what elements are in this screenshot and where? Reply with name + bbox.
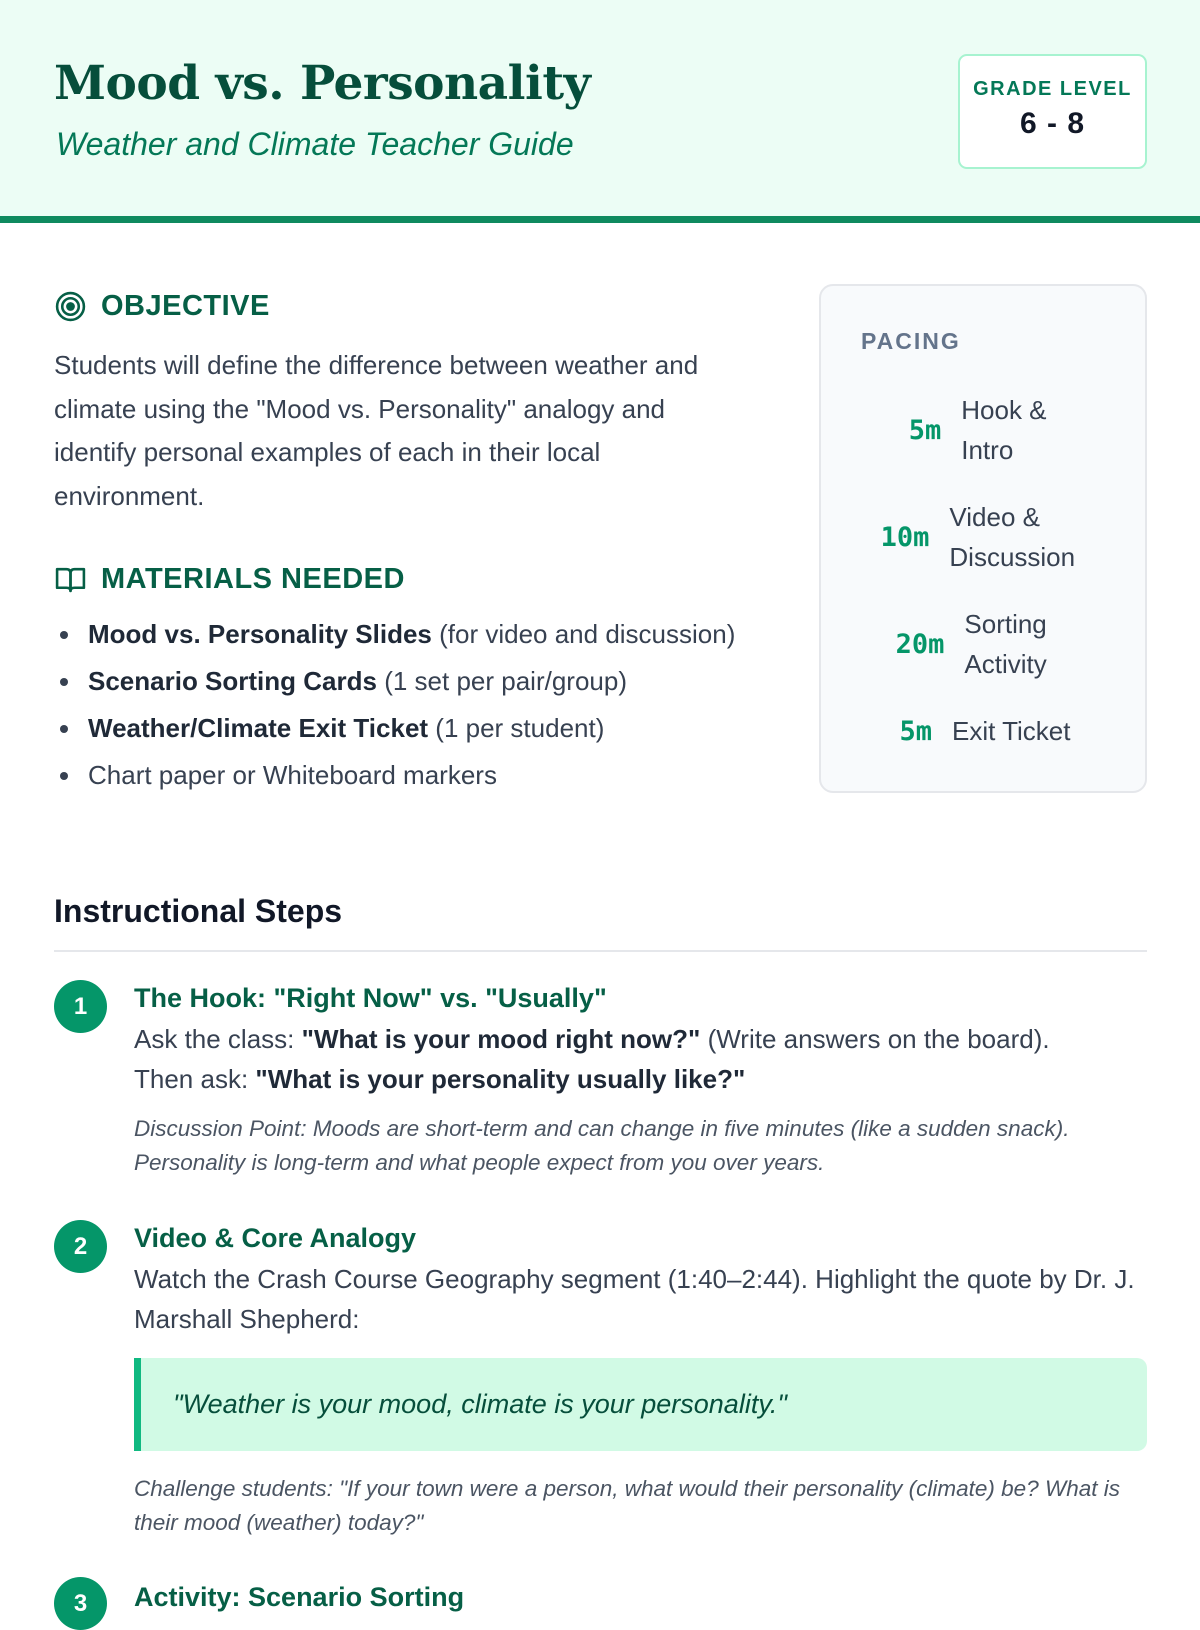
list-item (54, 614, 754, 654)
pacing-row (821, 390, 1149, 470)
pacing-label: Hook & Intro (961, 395, 1047, 465)
step-text: Then ask: (134, 1064, 256, 1094)
book-icon (54, 563, 87, 596)
list-item (54, 661, 754, 701)
step-title: Activity: Scenario Sorting (134, 1582, 465, 1612)
steps-heading: Instructional Steps (54, 893, 343, 929)
step-number-badge: 3 (54, 1577, 107, 1630)
header-banner (0, 0, 1200, 223)
material-name: Weather/Climate Exit Ticket (88, 713, 429, 743)
pacing-row (821, 497, 1149, 577)
pacing-label: Exit Ticket (952, 716, 1071, 746)
pacing-time: 20m (895, 628, 945, 660)
target-icon (54, 290, 87, 323)
pacing-time: 5m (908, 414, 942, 446)
pacing-card (819, 284, 1147, 793)
objective-text: Students will define the difference between weather and climate using the "Mood vs. Personality" analogy and identify personal examples of each in their local environment. (54, 350, 699, 511)
step-number-badge: 1 (54, 980, 107, 1033)
step-question: "What is your mood right now?" (301, 1024, 701, 1054)
materials-list (54, 614, 754, 802)
grade-level-label: GRADE LEVEL (973, 78, 1132, 100)
pacing-label: Video & Discussion (949, 502, 1076, 572)
material-detail: Chart paper or Whiteboard markers (88, 760, 497, 790)
step-number-badge: 2 (54, 1220, 107, 1273)
material-detail: (1 per student) (428, 713, 605, 743)
pacing-row (821, 711, 1149, 751)
page-title: Mood vs. Personality (54, 56, 591, 111)
objective-heading-label: OBJECTIVE (101, 290, 270, 322)
objective-heading (54, 290, 270, 323)
step-body (134, 1019, 1154, 1099)
pacing-title: PACING (861, 328, 961, 354)
pacing-time: 10m (880, 521, 930, 553)
quote-callout: "Weather is your mood, climate is your personality." (134, 1358, 1147, 1451)
grade-level-value: 6 - 8 (1019, 107, 1086, 140)
grade-level-badge (958, 54, 1147, 169)
divider (54, 950, 1147, 952)
materials-heading (54, 563, 405, 596)
step-text: (Write answers on the board). (700, 1024, 1050, 1054)
list-item (54, 708, 754, 748)
material-name: Scenario Sorting Cards (88, 666, 377, 696)
step-line (134, 1019, 1154, 1059)
material-name: Mood vs. Personality Slides (88, 619, 432, 649)
material-detail: (for video and discussion) (431, 619, 736, 649)
step-body: Watch the Crash Course Geography segment (1:40–2:44). Highlight the quote by Dr. J. Marshall Shepherd: (134, 1264, 1135, 1334)
materials-heading-label: MATERIALS NEEDED (101, 563, 405, 595)
pacing-label: Sorting Activity (964, 609, 1047, 679)
step-title: Video & Core Analogy (134, 1223, 417, 1253)
step-text: Ask the class: (134, 1024, 302, 1054)
challenge-note: Challenge students: "If your town were a person, what would their personality (climate) be? What is their mood (weather) today?" (134, 1476, 1120, 1535)
list-item (54, 755, 754, 795)
pacing-time: 5m (899, 715, 933, 747)
discussion-note: Discussion Point: Moods are short-term and can change in five minutes (like a sudden snack). Personality is long-term and what people expect from you over years. (134, 1116, 1070, 1175)
pacing-row (821, 604, 1149, 684)
material-detail: (1 set per pair/group) (376, 666, 627, 696)
step-title: The Hook: "Right Now" vs. "Usually" (134, 983, 607, 1013)
step-question: "What is your personality usually like?" (255, 1064, 746, 1094)
page-subtitle: Weather and Climate Teacher Guide (56, 126, 574, 162)
step-line (134, 1059, 1154, 1099)
